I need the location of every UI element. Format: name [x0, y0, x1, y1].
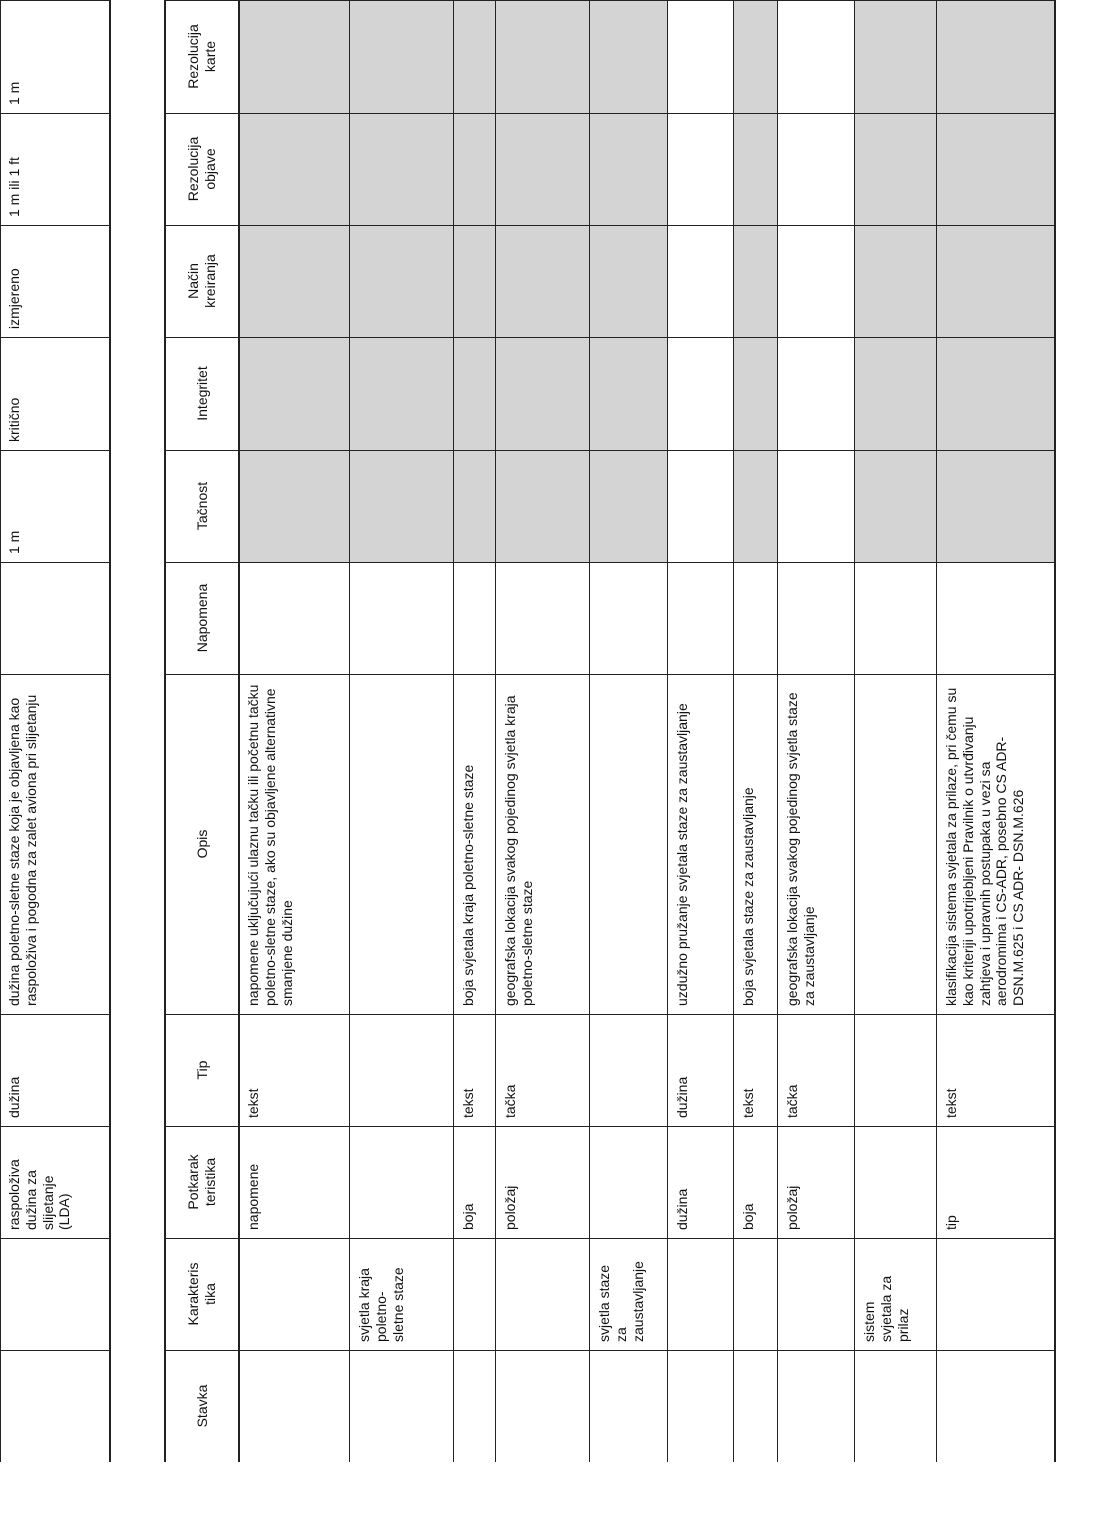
table-cell-karakteristika: svjetla kraja poletno- sletne staze — [356, 1267, 406, 1342]
table-cell-tip: tekst — [740, 1088, 756, 1118]
table-cell-opis: geografska lokacija svakog pojedinog svjetla staze za zaustavljanje — [784, 692, 817, 1006]
shaded-cell — [937, 0, 1055, 562]
table-cell-tip — [855, 1014, 937, 1126]
column-line — [0, 1350, 110, 1351]
table-cell-karakteristika — [668, 1238, 734, 1350]
prev-row-nacin: izmjereno — [6, 268, 22, 329]
table-cell-podkarakteristika — [855, 1126, 937, 1238]
table-cell-podkarakteristika — [350, 1126, 454, 1238]
table-cell-karakteristika — [239, 1238, 350, 1350]
table-cell-opis: geografska lokacija svakog pojedinog svjetla kraja poletno-sletne staze — [502, 695, 535, 1006]
table-cell-podkarakteristika: dužina — [674, 1188, 690, 1230]
table-cell-tip: tekst — [943, 1088, 959, 1118]
table-cell-tip: tekst — [460, 1088, 476, 1118]
prev-row-rez_karte: 1 m — [6, 81, 22, 105]
table-cell-karakteristika: svjetla staze za zaustavljanje — [596, 1261, 646, 1342]
header-podkarakteristika: Potkarak teristika — [185, 1154, 218, 1210]
column-line — [165, 1350, 1055, 1351]
table-cell-opis: boja svjetala kraja poletno-sletne staze — [460, 764, 476, 1006]
header-opis: Opis — [193, 829, 210, 859]
table-cell-opis: klasifikacija sistema svjetala za prilaze, pri čemu su kao kriteriji upotrijebljeni Pravilnik o utvrđivanju zahtjeva i upravnih postupaka u vezi sa aerodromima i CS-ADR, posebno CS ADR-DSN.M.625 i CS ADR- DSN.M.626 — [943, 687, 1027, 1006]
table-cell-opis: uzdužno pružanje svjetala staze za zaustavljanje — [674, 703, 690, 1006]
table-cell-karakteristika — [496, 1238, 590, 1350]
column-line — [165, 337, 1055, 338]
shaded-cell — [734, 0, 778, 562]
table-cell-podkarakteristika: tip — [943, 1215, 959, 1230]
table-cell-podkarakteristika — [590, 1126, 668, 1238]
header-rez_objave: Rezolucija objave — [185, 136, 218, 202]
table-cell-tip — [590, 1014, 668, 1126]
table-cell-tip — [350, 1014, 454, 1126]
column-line — [165, 450, 1055, 451]
column-line — [165, 225, 1055, 226]
header-tacnost: Tačnost — [193, 481, 210, 531]
prev-row-napomena — [0, 562, 110, 674]
table-cell-podkarakteristika: položaj — [784, 1185, 800, 1230]
shaded-cell — [855, 0, 937, 562]
shaded-cell — [239, 0, 350, 562]
shaded-cell — [350, 0, 454, 562]
table-cell-opis — [350, 674, 454, 1014]
table-cell-karakteristika: sistem svjetala za prilaz — [861, 1275, 911, 1342]
table-cell-tip: tačka — [502, 1084, 518, 1118]
prev-row-tip: dužina — [6, 1076, 22, 1118]
prev-row-podkarakteristika: raspoloživa dužina za slijetanje (LDA) — [6, 1159, 73, 1230]
column-line — [165, 0, 1055, 1]
column-line — [0, 1238, 110, 1239]
prev-row-integritet: kritično — [6, 397, 22, 442]
header-rez_karte: Rezolucija karte — [185, 24, 218, 89]
table-cell-opis: boja svjetala staze za zaustavljanje — [740, 787, 756, 1006]
prev-row-opis: dužina poletno-sletne staze koja je objavljena kao raspoloživa i pogodna za zalet aviona pri slijetanju — [6, 694, 39, 1006]
table-cell-karakteristika — [778, 1238, 855, 1350]
table-cell-opis: napomene uključujući ulaznu tačku ili početnu tačku poletno-sletne staze, ako su objavljene alternativne smanjene dužine — [245, 684, 295, 1006]
shaded-cell — [590, 0, 668, 562]
table-cell-tip: tekst — [245, 1088, 261, 1118]
shaded-cell — [454, 0, 496, 562]
header-integritet: Integritet — [193, 366, 210, 421]
table-cell-tip: dužina — [674, 1076, 690, 1118]
table-cell-podkarakteristika: napomene — [245, 1163, 261, 1230]
column-line — [165, 113, 1055, 114]
table-cell-opis — [590, 674, 668, 1014]
table-cell-podkarakteristika: boja — [740, 1203, 756, 1230]
header-stavka: Stavka — [193, 1384, 210, 1428]
header-karakteristika: Karakteris tika — [185, 1262, 218, 1326]
table-cell-karakteristika — [937, 1238, 1055, 1350]
column-line — [165, 562, 1055, 563]
header-tip: Tip — [193, 1060, 210, 1080]
table-cell-karakteristika — [734, 1238, 778, 1350]
header-napomena: Napomena — [193, 583, 210, 653]
table-cell-podkarakteristika: položaj — [502, 1185, 518, 1230]
prev-row-rez_objave: 1 m ili 1 ft — [6, 157, 22, 217]
table-cell-podkarakteristika: boja — [460, 1203, 476, 1230]
table-cell-opis — [855, 674, 937, 1014]
header-nacin: Način kreiranja — [185, 254, 218, 308]
prev-row-tacnost: 1 m — [6, 530, 22, 554]
table-cell-karakteristika — [454, 1238, 496, 1350]
shaded-cell — [496, 0, 590, 562]
table-cell-tip: tačka — [784, 1084, 800, 1118]
